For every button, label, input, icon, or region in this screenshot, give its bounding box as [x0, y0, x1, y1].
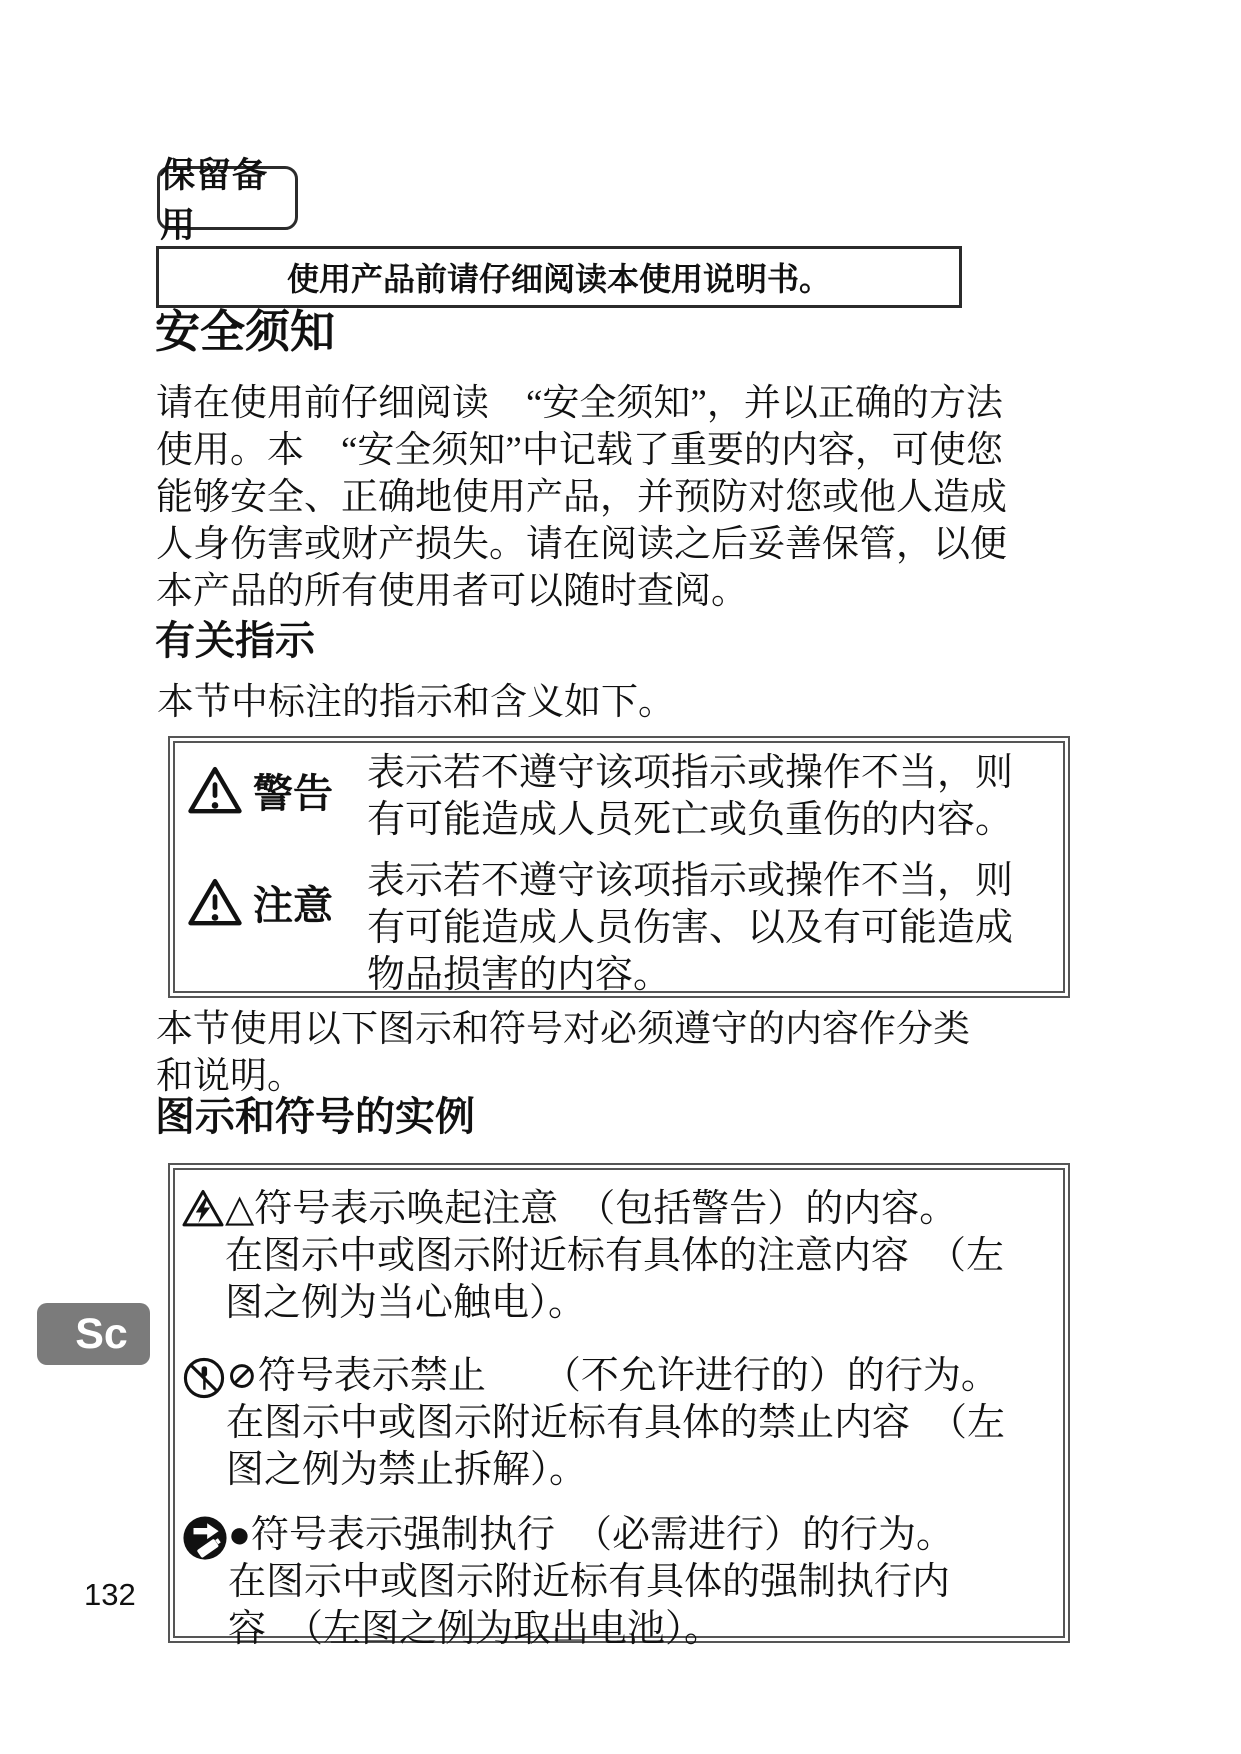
symbol-text-line: 在图示中或图示附近标有具体的禁止内容 （左 — [226, 1402, 1006, 1444]
symbol-item-prohibition — [175, 1353, 1063, 1494]
symbol-text-line: 图之例为禁止拆解）。 — [226, 1449, 588, 1491]
warning-label: 警告 — [253, 772, 333, 816]
no-disassembly-icon — [175, 1356, 226, 1400]
symbol-text-line: 在图示中或图示附近标有具体的注意内容 （左 — [225, 1235, 1005, 1277]
warning-triangle-icon — [187, 877, 243, 929]
symbol-item-text — [225, 1186, 1004, 1327]
electric-shock-warning-icon — [175, 1189, 225, 1228]
symbols-box — [168, 1163, 1070, 1650]
read-notice-text: 使用产品前请仔细阅读本使用说明书。 — [286, 261, 831, 297]
symbol-text-line: ●符号表示强制执行 （必需进行）的行为。 — [228, 1514, 954, 1556]
symbol-text-line: 图之例为当心触电）。 — [225, 1282, 587, 1324]
indications-intro: 本节中标注的指示和含义如下。 — [157, 682, 675, 723]
caution-text-line: 表示若不遵守该项指示或操作不当，则 — [367, 860, 1014, 902]
keep-for-reference-box — [157, 156, 298, 245]
symbol-item-mandatory — [175, 1512, 1063, 1653]
symbol-item-text — [226, 1353, 1005, 1494]
symbols-intro-paragraph — [156, 1006, 1096, 1100]
warning-text-line: 表示若不遵守该项指示或操作不当，则 — [367, 752, 1014, 794]
symbol-text-line: △符号表示唤起注意 （包括警告）的内容。 — [225, 1188, 958, 1230]
caution-text — [367, 858, 1013, 999]
symbols-intro-line: 和说明。 — [156, 1056, 304, 1097]
symbol-item-attention — [175, 1186, 1063, 1327]
symbols-intro-line: 本节使用以下图示和符号对必须遵守的内容作分类 — [156, 1009, 970, 1050]
read-notice-box — [156, 246, 962, 308]
safety-paragraph-line: 请在使用前仔细阅读 “安全须知”，并以正确的方法 — [156, 383, 1003, 424]
symbol-text-line: 在图示中或图示附近标有具体的强制执行内 — [228, 1561, 951, 1603]
caution-text-line: 有可能造成人员伤害、以及有可能造成 — [367, 907, 1014, 949]
indications-title: 有关指示 — [155, 619, 315, 663]
safety-paragraph-line: 能够安全、正确地使用产品，并预防对您或他人造成 — [156, 477, 1007, 518]
caution-text-line: 物品损害的内容。 — [367, 954, 672, 996]
warning-triangle-icon — [187, 765, 243, 817]
safety-paragraph-line: 使用。本 “安全须知”中记载了重要的内容，可使您 — [156, 430, 1003, 471]
symbol-text-line: 容 （左图之例为取出电池）。 — [228, 1608, 723, 1650]
symbol-text-line: ⊘符号表示禁止 （不允许进行的）的行为。 — [226, 1355, 999, 1397]
warning-sign — [175, 750, 367, 819]
symbol-item-text — [228, 1512, 954, 1653]
language-tab-label: Sc — [75, 1309, 128, 1358]
safety-paragraph-line: 本产品的所有使用者可以随时查阅。 — [156, 571, 748, 612]
safety-paragraph-line: 人身伤害或财产损失。请在阅读之后妥善保管，以便 — [156, 524, 1007, 565]
safety-paragraph — [156, 380, 1096, 615]
keep-for-reference-label: 保留备用 — [160, 156, 269, 245]
language-tab-sc — [37, 1303, 150, 1365]
safety-title: 安全须知 — [155, 306, 336, 357]
remove-battery-icon — [175, 1515, 228, 1561]
page-number: 132 — [84, 1577, 136, 1612]
indications-box — [168, 736, 1070, 998]
warning-row — [175, 750, 1063, 844]
caution-row — [175, 858, 1063, 999]
symbols-title: 图示和符号的实例 — [155, 1095, 475, 1139]
caution-sign — [175, 858, 367, 931]
warning-text — [367, 750, 1013, 844]
warning-text-line: 有可能造成人员死亡或负重伤的内容。 — [367, 799, 1014, 841]
caution-label: 注意 — [253, 884, 333, 928]
